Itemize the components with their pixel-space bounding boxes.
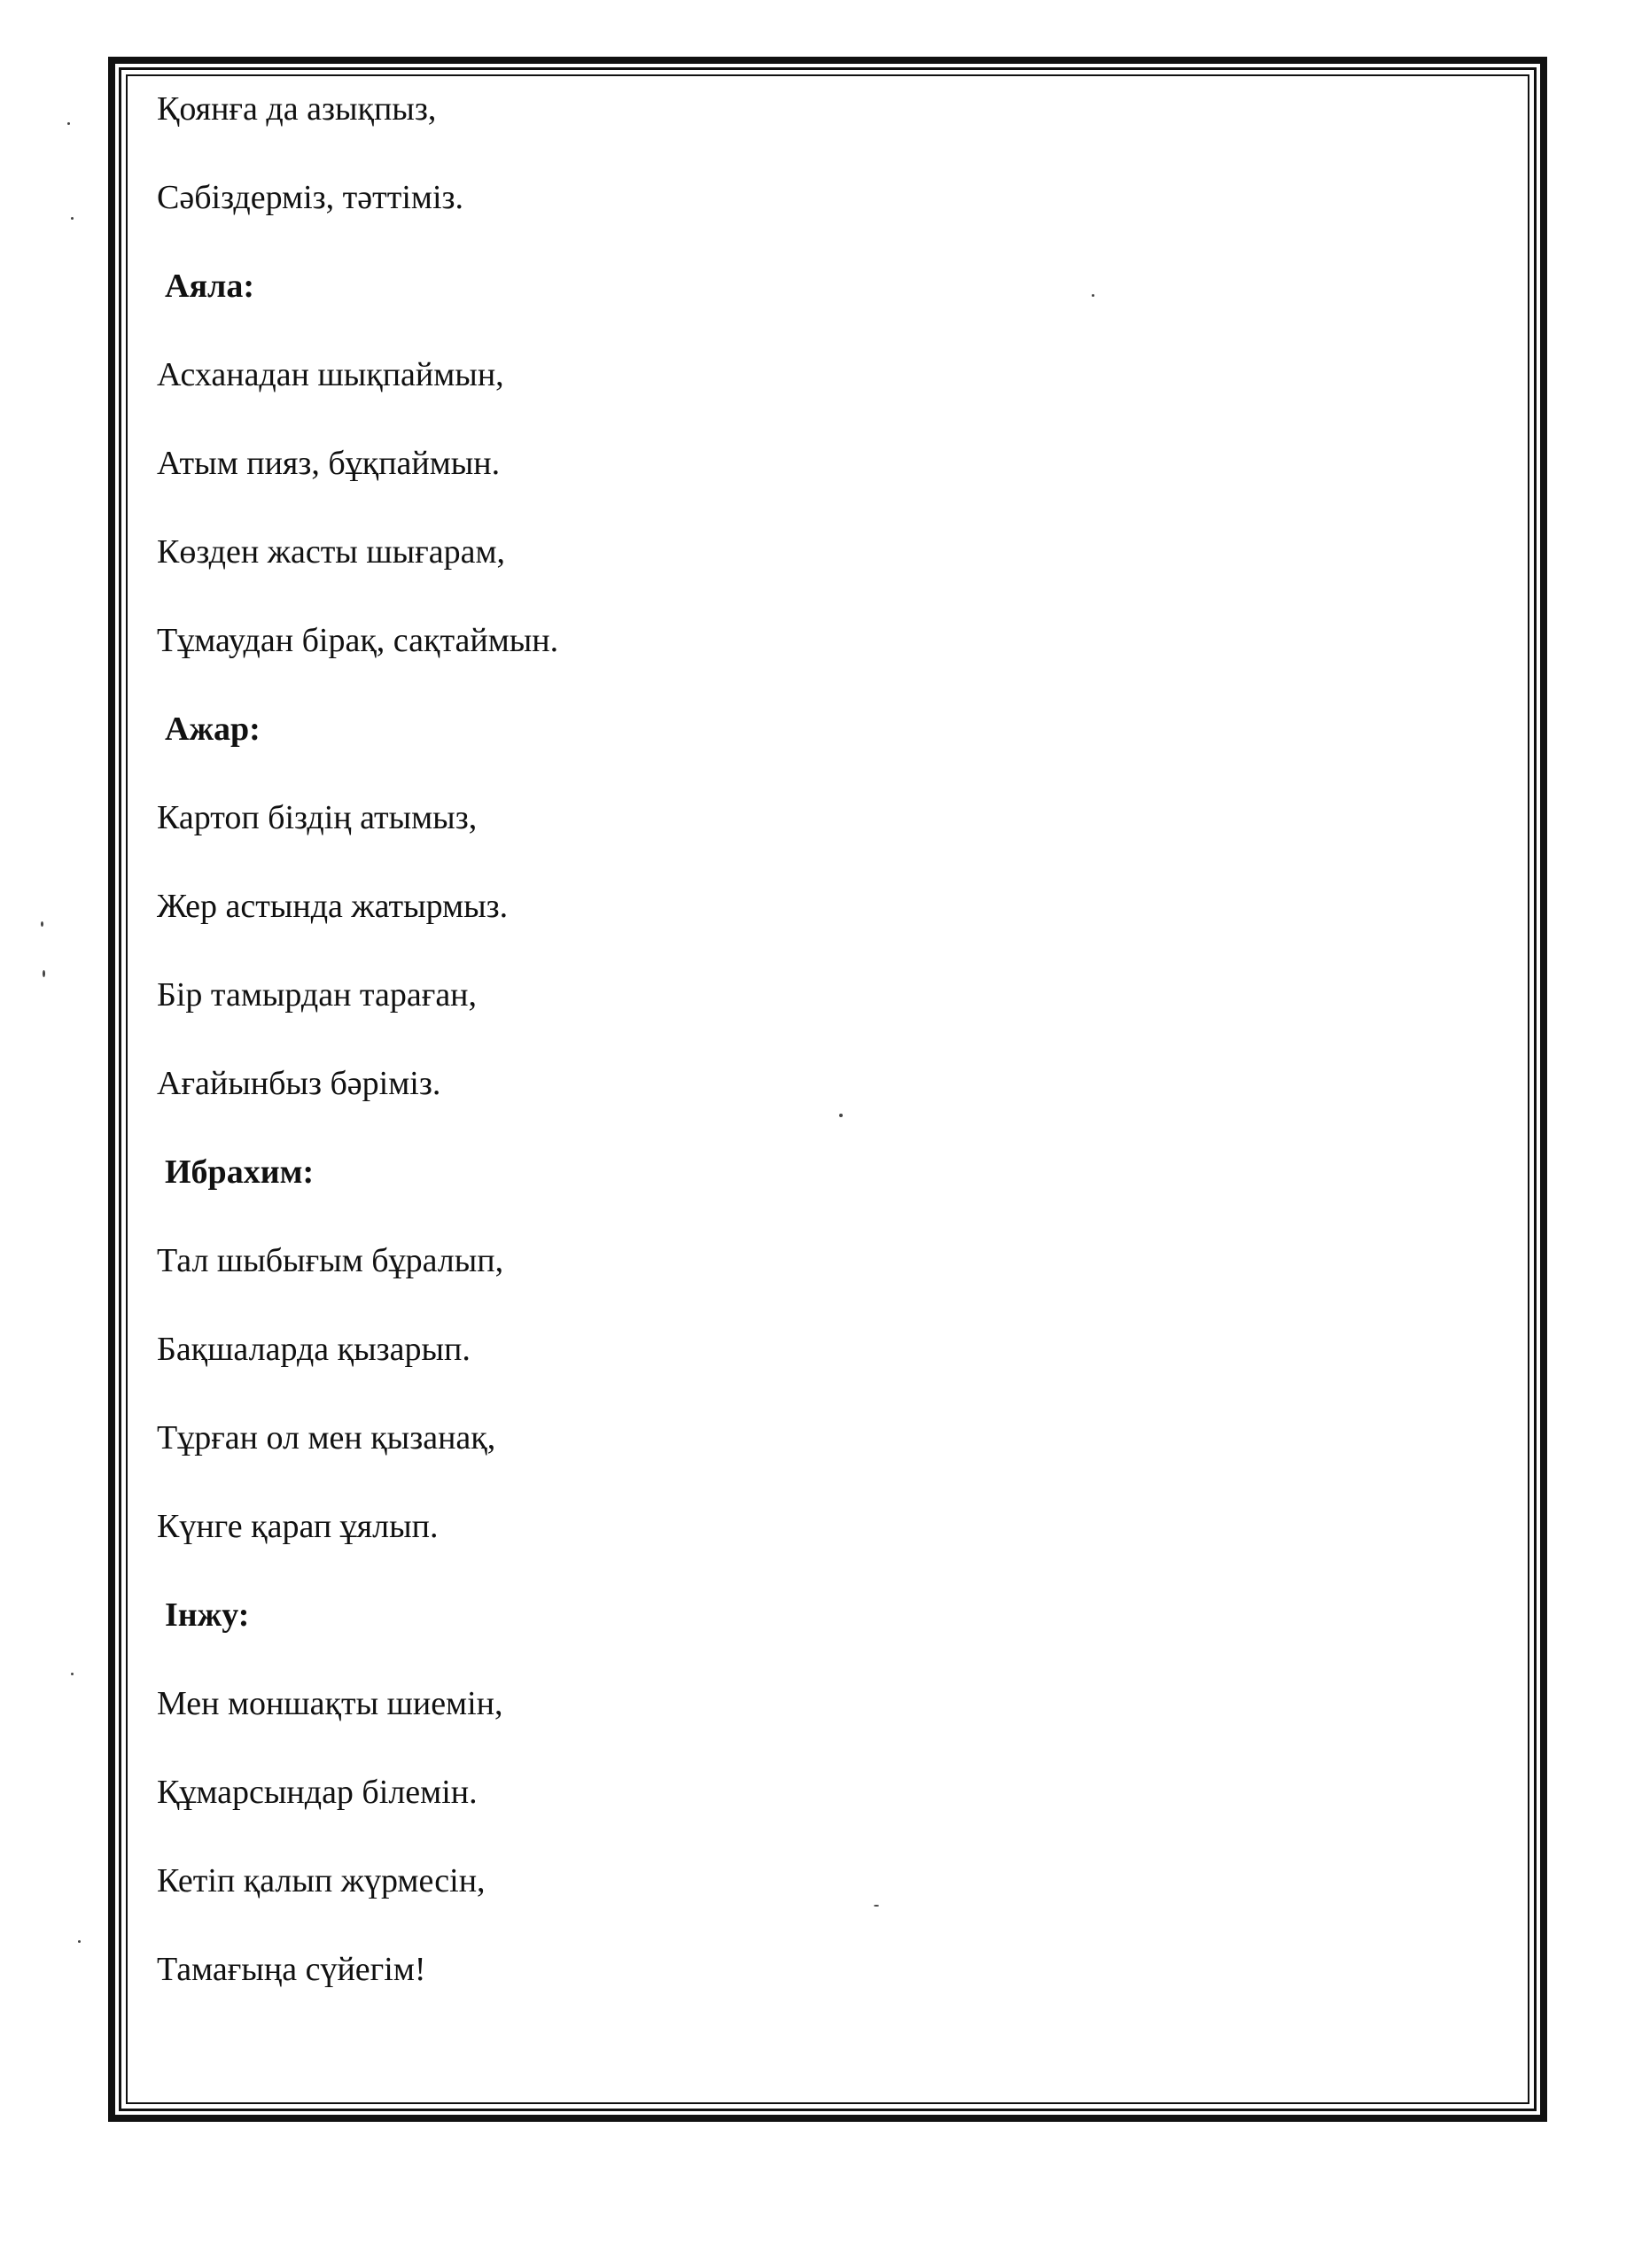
speaker-name: Аяла: (165, 268, 254, 305)
poem-line: Жер астында жатырмыз. (157, 888, 509, 925)
poem-line: Ағайынбыз бәріміз. (157, 1065, 441, 1102)
speaker-name: Інжу: (165, 1596, 250, 1634)
poem-line: Тұмаудан бірақ, сақтаймын. (157, 622, 559, 659)
speaker-name: Ибрахим: (165, 1153, 315, 1191)
poem-line: Асханадан шықпаймын, (157, 356, 504, 393)
speaker-name: Ажар: (165, 711, 261, 748)
poem-line: Тамағыңа сүйегім! (157, 1951, 426, 1988)
poem-line: Қоянға да азықпыз, (157, 90, 437, 128)
scan-speck (71, 217, 74, 220)
scan-speck (67, 122, 70, 125)
poem-line: Тұрған ол мен қызанақ, (157, 1419, 496, 1456)
poem-line: Құмарсындар білемін. (157, 1774, 478, 1811)
poem-line: Сәбіздерміз, тәттіміз. (157, 179, 464, 216)
poem-line: Көзден жасты шығарам, (157, 533, 505, 571)
poem-line: Картоп біздің атымыз, (157, 799, 478, 836)
scan-speck (874, 1905, 879, 1907)
poem-line: Бір тамырдан тараған, (157, 976, 478, 1014)
scan-speck (41, 921, 43, 927)
poem-line: Бақшаларда қызарып. (157, 1331, 471, 1368)
poem-line: Мен моншақты шиемін, (157, 1685, 503, 1722)
scan-speck (839, 1114, 843, 1117)
poem-line: Кетіп қалып жүрмесін, (157, 1862, 486, 1899)
scan-speck (78, 1940, 81, 1943)
poem-line: Атым пияз, бұқпаймын. (157, 445, 501, 482)
scan-speck (71, 1673, 74, 1675)
poem-body (157, 87, 1486, 2036)
scan-speck (43, 970, 45, 977)
poem-line: Тал шыбығым бұралып, (157, 1242, 504, 1279)
poem-line: Күнге қарап ұялып. (157, 1508, 439, 1545)
scan-speck (1092, 294, 1094, 297)
